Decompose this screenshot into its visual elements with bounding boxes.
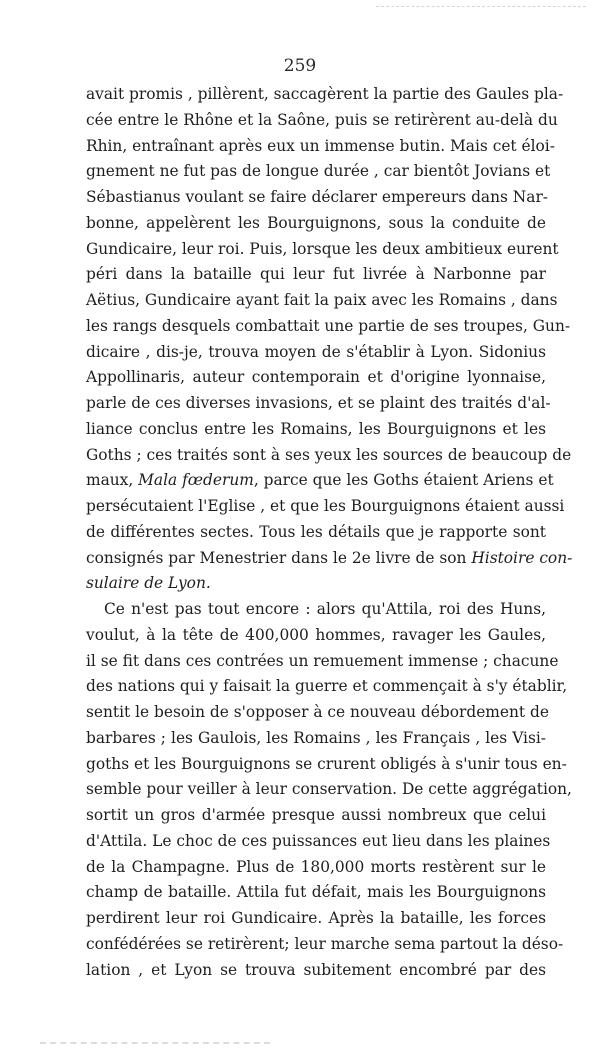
text-line: de la Champagne. Plus de 180,000 morts restèrent sur le xyxy=(86,857,546,876)
text-line: barbares ; les Gaulois, les Romains , les Français , les Visi- xyxy=(86,728,546,747)
text-line: semble pour veiller à leur conservation. De cette aggrégation, xyxy=(86,780,572,799)
italic-phrase: Histoire con- xyxy=(471,548,573,567)
body-text xyxy=(86,82,573,983)
text-line: les rangs desquels combattait une partie de ses troupes, Gun- xyxy=(86,316,571,335)
text-line: champ de bataille. Attila fut défait, mais les Bourguignons xyxy=(86,883,546,902)
text-line: Appollinaris, auteur contemporain et d'origine lyonnaise, xyxy=(86,368,546,387)
top-edge-mark xyxy=(376,6,586,7)
text-line: sortit un gros d'armée presque aussi nombreux que celui xyxy=(86,806,546,824)
text-line: perdirent leur roi Gundicaire. Après la bataille, les forces xyxy=(86,909,546,927)
text-line: bonne, appelèrent les Bourguignons, sous la conduite de xyxy=(86,213,546,232)
text-line: voulut, à la tête de 400,000 hommes, ravager les Gaules, xyxy=(86,625,546,644)
text-line: liance conclus entre les Romains, les Bourguignons et les xyxy=(86,419,546,438)
paragraph-1 xyxy=(86,82,573,597)
text-segment: , parce que les Goths étaient Ariens et xyxy=(253,471,554,490)
text-line: Goths ; ces traités sont à ses yeux les sources de beaucoup de xyxy=(86,445,572,464)
text-segment: maux, xyxy=(86,471,139,490)
text-line: confédérées se retirèrent; leur marche sema partout la déso- xyxy=(86,934,564,953)
text-line xyxy=(86,571,546,597)
text-line: dicaire , dis-je, trouva moyen de s'établir à Lyon. Sidonius xyxy=(86,342,546,361)
text-line: Rhin, entraînant après eux un immense butin. Mais cet éloi- xyxy=(86,136,555,155)
page-number: 259 xyxy=(283,56,317,76)
text-line: Ce n'est pas tout encore : alors qu'Attila, roi des Huns, xyxy=(104,600,546,618)
text-line: avait promis , pillèrent, saccagèrent la partie des Gaules pla- xyxy=(86,85,564,103)
text-line: persécutaient l'Eglise , et que les Bourguignons étaient aussi xyxy=(86,497,565,515)
text-line xyxy=(86,546,573,572)
text-line: lation , et Lyon se trouva subitement encombré par des xyxy=(86,960,546,979)
text-line: goths et les Bourguignons se crurent obligés à s'unir tous en- xyxy=(86,754,567,773)
italic-phrase: sulaire de Lyon. xyxy=(86,574,211,593)
text-line: Gundicaire, leur roi. Puis, lorsque les deux ambitieux eurent xyxy=(86,239,559,258)
text-line: d'Attila. Le choc de ces puissances eut lieu dans les plaines xyxy=(86,831,551,850)
text-line: des nations qui y faisait la guerre et commençait à s'y établir, xyxy=(86,677,568,696)
text-line: péri dans la bataille qui leur fut livrée à Narbonne par xyxy=(86,265,546,284)
text-line: cée entre le Rhône et la Saône, puis se retirèrent au-delà du xyxy=(86,110,558,129)
text-line: il se fit dans ces contrées un remuement immense ; chacune xyxy=(86,651,559,670)
text-line: Sébastianus voulant se faire déclarer empereurs dans Nar- xyxy=(86,188,548,206)
text-line: parle de ces diverses invasions, et se plaint des traités d'al- xyxy=(86,394,551,412)
text-line xyxy=(86,468,554,494)
paragraph-2 xyxy=(86,597,572,983)
bottom-edge-mark xyxy=(40,1042,270,1044)
text-line: gnement ne fut pas de longue durée , car bientôt Jovians et xyxy=(86,162,551,181)
italic-phrase: Mala fœderum xyxy=(138,471,254,490)
text-line: Aëtius, Gundicaire ayant fait la paix avec les Romains , dans xyxy=(86,291,558,309)
text-segment: consignés par Menestrier dans le 2e livre de son xyxy=(86,548,472,567)
text-line: de différentes sectes. Tous les détails que je rapporte sont xyxy=(86,522,546,541)
text-line: sentit le besoin de s'opposer à ce nouveau débordement de xyxy=(86,703,549,721)
